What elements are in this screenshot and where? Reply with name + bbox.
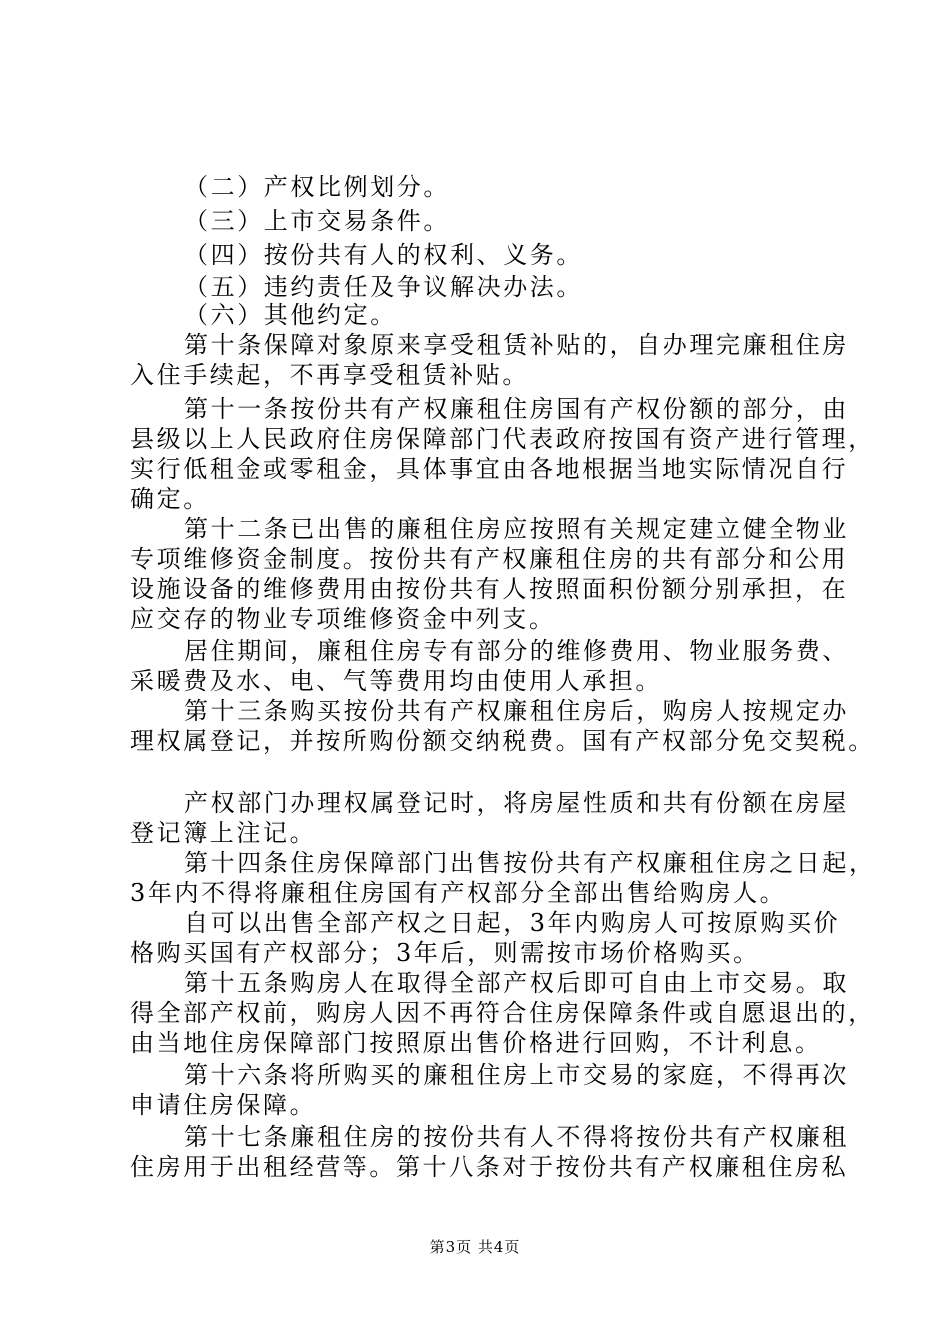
page-number-footer: 第3页 共4页 [429, 1238, 521, 1256]
text-line: 申请住房保障。 [130, 1091, 317, 1119]
text-line: 第十七条廉租住房的按份共有人不得将按份共有产权廉租 [184, 1123, 849, 1151]
text-line: 专项维修资金制度。按份共有产权廉租住房的共有部分和公用 [130, 545, 849, 573]
text-line: （六）其他约定。 [184, 301, 397, 329]
text-line: （四）按份共有人的权利、义务。 [184, 241, 583, 269]
text-line: 应交存的物业专项维修资金中列支。 [130, 605, 556, 633]
text-line: 3年内不得将廉租住房国有产权部分全部出售给购房人。 [130, 879, 787, 907]
text-line: 第十条保障对象原来享受租赁补贴的，自办理完廉租住房 [184, 331, 849, 359]
text-line: 实行低租金或零租金，具体事宜由各地根据当地实际情况自行 [130, 455, 849, 483]
text-line: 入住手续起，不再享受租赁补贴。 [130, 361, 529, 389]
text-line: 第十一条按份共有产权廉租住房国有产权份额的部分，由 [184, 395, 849, 423]
text-line: （二）产权比例划分。 [184, 173, 450, 201]
text-line: 县级以上人民政府住房保障部门代表政府按国有资产进行管理， [130, 425, 875, 453]
text-line: 产权部门办理权属登记时，将房屋性质和共有份额在房屋 [184, 789, 849, 817]
text-line: 登记簿上注记。 [130, 819, 317, 847]
text-line: 第十二条已出售的廉租住房应按照有关规定建立健全物业 [184, 515, 849, 543]
text-line: （三）上市交易条件。 [184, 207, 450, 235]
text-line: 格购买国有产权部分；3年后，则需按市场价格购买。 [130, 939, 760, 967]
text-line: 第十四条住房保障部门出售按份共有产权廉租住房之日起， [184, 849, 876, 877]
text-line: 第十三条购买按份共有产权廉租住房后，购房人按规定办 [184, 697, 849, 725]
text-line: 由当地住房保障部门按照原出售价格进行回购，不计利息。 [130, 1029, 822, 1057]
text-line: 确定。 [130, 485, 210, 513]
text-line: （五）违约责任及争议解决办法。 [184, 273, 583, 301]
text-line: 理权属登记，并按所购份额交纳税费。国有产权部分免交契税。 [130, 727, 875, 755]
text-line: 得全部产权前，购房人因不再符合住房保障条件或自愿退出的， [130, 999, 875, 1027]
text-line: 采暖费及水、电、气等费用均由使用人承担。 [130, 667, 662, 695]
text-line: 设施设备的维修费用由按份共有人按照面积份额分别承担，在 [130, 575, 849, 603]
text-line: 自可以出售全部产权之日起，3年内购房人可按原购买价 [184, 909, 841, 937]
text-line: 居住期间，廉租住房专有部分的维修费用、物业服务费、 [184, 637, 849, 665]
text-line: 第十六条将所购买的廉租住房上市交易的家庭，不得再次 [184, 1061, 849, 1089]
text-line: 第十五条购房人在取得全部产权后即可自由上市交易。取 [184, 969, 849, 997]
text-line: 住房用于出租经营等。第十八条对于按份共有产权廉租住房私 [130, 1153, 849, 1181]
